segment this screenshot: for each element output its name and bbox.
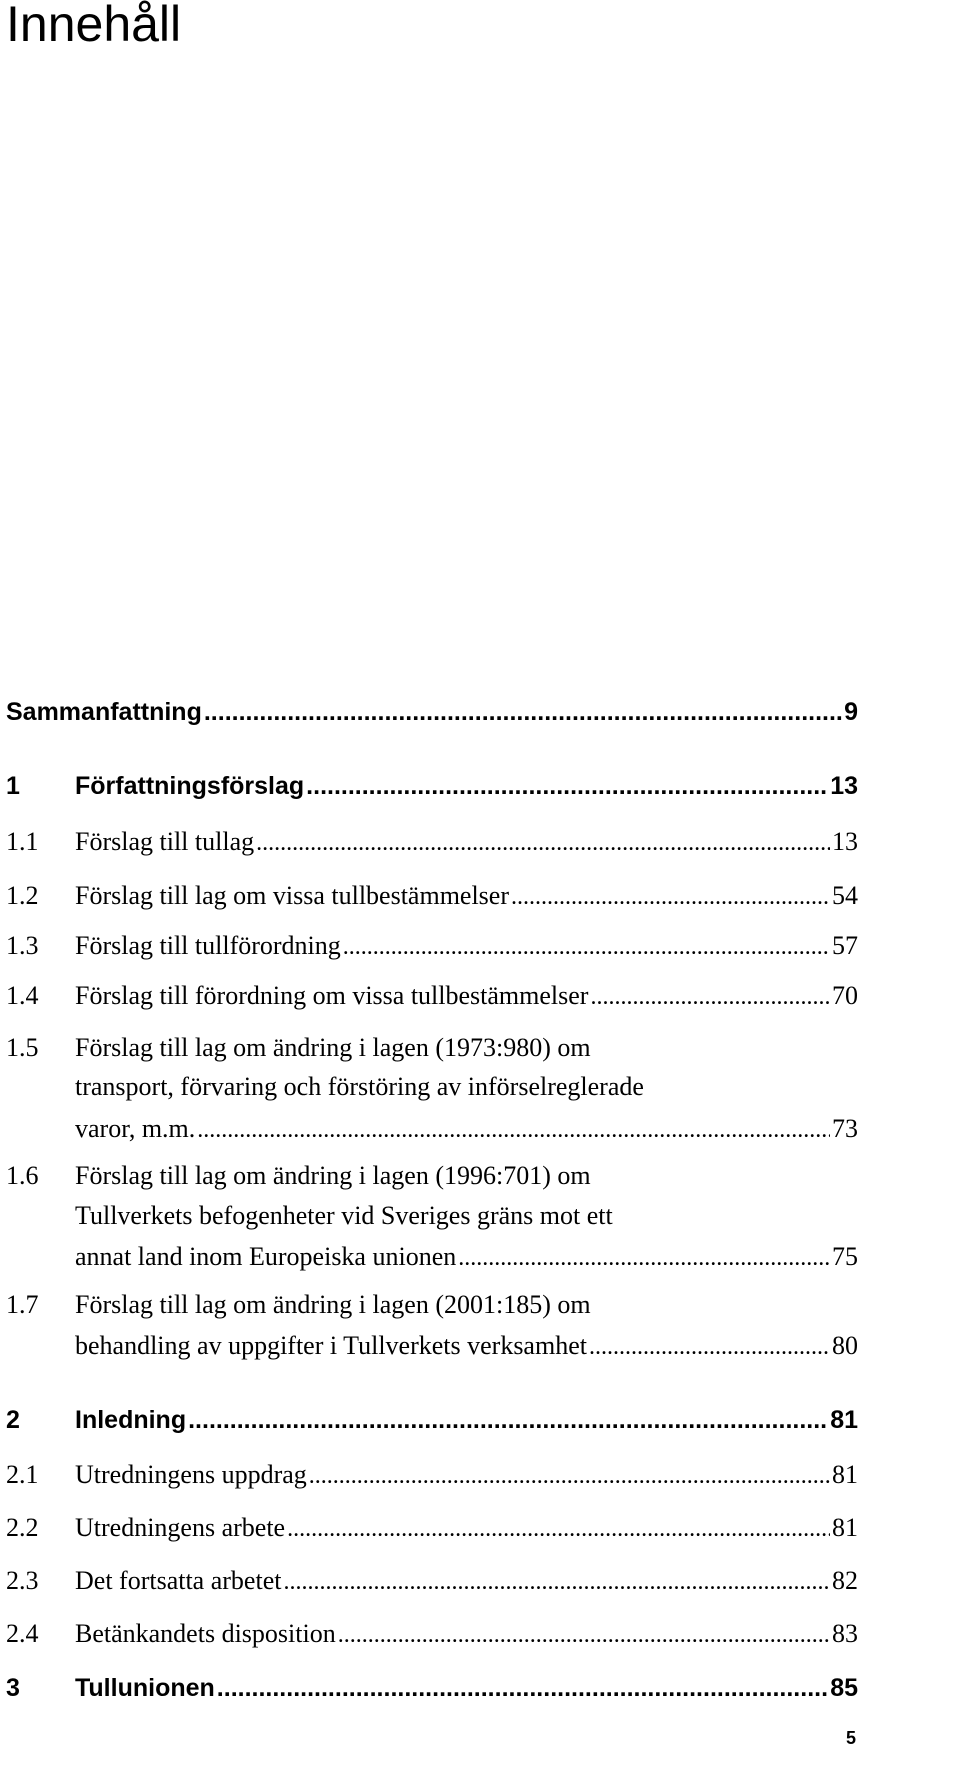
toc-entry-number: 1.7: [6, 1290, 39, 1319]
toc-entry-number: 1.3: [6, 931, 39, 960]
toc-entry-title: Författningsförslag: [75, 772, 305, 800]
toc-entry-page: 85: [830, 1674, 858, 1702]
toc-entry-title-line: Tullverkets befogenheter vid Sveriges gräns mot ett: [75, 1201, 613, 1230]
toc-entry-title: Förslag till tullag: [75, 827, 255, 856]
page-heading: Innehåll: [6, 0, 182, 52]
toc-entry-title: Utredningens uppdrag: [75, 1460, 307, 1489]
toc-entry-title: Inledning: [75, 1406, 187, 1434]
leader-dots: [256, 827, 830, 859]
toc-entry-number: 1.5: [6, 1033, 39, 1062]
toc-entry-title-line: transport, förvaring och förstöring av införselreglerade: [75, 1072, 644, 1101]
toc-entry-page: 80: [832, 1331, 858, 1360]
toc-entry-page: 73: [832, 1114, 858, 1143]
toc-entry-title: Det fortsatta arbetet: [75, 1566, 282, 1595]
toc-entry-title-line: Förslag till lag om ändring i lagen (1996:701) om: [75, 1161, 591, 1190]
toc-entry-page: 13: [830, 772, 858, 800]
leader-dots: [283, 1566, 830, 1598]
page-number: 5: [845, 1728, 856, 1748]
toc-entry-title: Sammanfattning: [6, 698, 202, 726]
leader-dots: [197, 1114, 830, 1146]
toc-entry-number: 2.3: [6, 1566, 39, 1595]
leader-dots: [188, 1404, 828, 1436]
leader-dots: [458, 1242, 830, 1274]
toc-entry-number: 3: [6, 1674, 20, 1702]
toc-entry-page: 75: [832, 1242, 858, 1271]
leader-dots: [338, 1619, 830, 1651]
leader-dots: [287, 1513, 830, 1545]
toc-entry-page: 81: [832, 1460, 858, 1489]
toc-entry-title: Betänkandets disposition: [75, 1619, 336, 1648]
toc-entry-title-line: behandling av uppgifter i Tullverkets verksamhet: [75, 1331, 587, 1360]
toc-entry-page: 9: [844, 698, 858, 726]
toc-entry-number: 1.6: [6, 1161, 39, 1190]
toc-entry-page: 81: [830, 1406, 858, 1434]
toc-entry-title: Förslag till tullförordning: [75, 931, 341, 960]
toc-entry-title: Förslag till förordning om vissa tullbestämmelser: [75, 981, 589, 1010]
leader-dots: [204, 696, 842, 728]
toc-entry-page: 57: [832, 931, 858, 960]
leader-dots: [217, 1672, 828, 1704]
leader-dots: [309, 1460, 830, 1492]
toc-entry-number: 1.1: [6, 827, 39, 856]
toc-entry-number: 1: [6, 772, 20, 800]
toc-entry-page: 13: [832, 827, 858, 856]
toc-entry-title: Utredningens arbete: [75, 1513, 286, 1542]
toc-entry-title: Tullunionen: [75, 1674, 215, 1702]
toc-entry-title-line: varor, m.m.: [75, 1114, 196, 1143]
toc-entry-page: 70: [832, 981, 858, 1010]
toc-entry-number: 2.4: [6, 1619, 39, 1648]
toc-entry-page: 83: [832, 1619, 858, 1648]
toc-entry-number: 1.2: [6, 881, 39, 910]
leader-dots: [511, 881, 830, 913]
toc-entry-title-line: Förslag till lag om ändring i lagen (1973:980) om: [75, 1033, 591, 1062]
toc-entry-page: 82: [832, 1566, 858, 1595]
toc-entry-title-line: Förslag till lag om ändring i lagen (2001:185) om: [75, 1290, 591, 1319]
toc-entry-number: 1.4: [6, 981, 39, 1010]
toc-entry-number: 2.1: [6, 1460, 39, 1489]
toc-entry-title: Förslag till lag om vissa tullbestämmelser: [75, 881, 510, 910]
leader-dots: [306, 770, 828, 802]
leader-dots: [590, 981, 830, 1013]
toc-entry-number: 2.2: [6, 1513, 39, 1542]
toc-entry-page: 54: [832, 881, 858, 910]
leader-dots: [343, 931, 830, 963]
leader-dots: [589, 1331, 830, 1363]
toc-entry-page: 81: [832, 1513, 858, 1542]
toc-entry-title-line: annat land inom Europeiska unionen: [75, 1242, 457, 1271]
toc-entry-number: 2: [6, 1406, 20, 1434]
